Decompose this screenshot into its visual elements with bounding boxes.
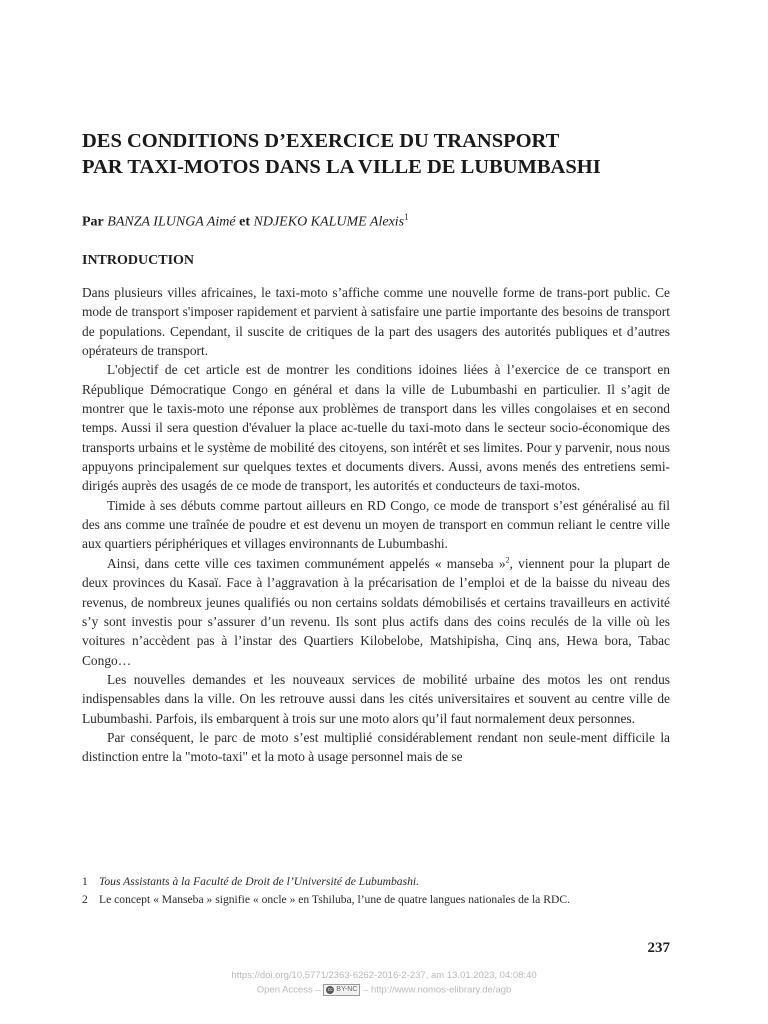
paragraph-3: Timide à ses débuts comme partout ailleurs en RD Congo, ce mode de transport s’est généralisé au fil des ans comme une traînée de poudre et est devenu un moyen de transport en commun reliant le centre ville aux quartiers périphériques et villages environnants de Lubumbashi. <box>82 497 670 552</box>
title-line-2: PAR TAXI-MOTOS DANS LA VILLE DE LUBUMBASHI <box>82 156 601 178</box>
title-line-1: DES CONDITIONS D’EXERCICE DU TRANSPORT <box>82 130 560 152</box>
article-body <box>82 283 670 767</box>
author-1: BANZA ILUNGA Aimé <box>107 214 236 230</box>
footnote-number: 2 <box>82 893 88 906</box>
doi-link[interactable]: https://doi.org/10.5771/2363-6262-2016-2-237, am 13.01.2023, 04:08:40 <box>231 970 537 981</box>
footnote-ref-1[interactable]: 1 <box>404 212 409 222</box>
footnote-text: Tous Assistants à la Faculté de Droit de l’Université de Lubumbashi. <box>99 875 420 888</box>
license-label: BY-NC <box>336 986 358 993</box>
page-number: 237 <box>647 940 670 956</box>
paragraph-4 <box>82 554 670 670</box>
footnote-separator <box>82 858 202 859</box>
paragraph-4-part-a: Ainsi, dans cette ville ces taximen communément appelés « manseba » <box>107 555 506 571</box>
open-access-label: Open Access – <box>256 984 321 996</box>
footnote-1 <box>82 874 670 890</box>
footnote-2 <box>82 892 670 908</box>
terms-link[interactable]: – http://www.nomos-elibrary.de/agb <box>363 984 512 996</box>
byline-prefix: Par <box>82 214 104 230</box>
byline-conjunction: et <box>239 214 251 230</box>
footnote-ref-2[interactable]: 2 <box>505 555 510 565</box>
article-title <box>82 128 702 180</box>
paragraph-4-part-b: , viennent pour la plupart de deux provinces du Kasaï. Face à l’aggravation à la précarisation de l’emploi et de la baisse du niveau des revenus, de nombreux jeunes qualifiés ou non certains soldats démobilisés et certains travailleurs en activité s’y sont investis pour s’assurer d’un revenu. Ils sont plus actifs dans des coins reculés de la ville où les voitures n’accèdent pas à l’instar des Quartiers Kilobelobe, Matshipisha, Cinq ans, Hewa bora, Tabac Congo… <box>82 555 670 668</box>
paragraph-2: L'objectif de cet article est de montrer les conditions idoines liées à l’exercice de ce transport en République Démocratique Congo en général et dans la ville de Lubumbashi en particulier. Il s’agit de montrer que le taxis-moto une réponse aux problèmes de transport dans les villes congolaises et en second temps. Aussi il sera question d'évaluer la place ac-tuelle du taxi-moto dans le secteur socio-économique des transports urbains et le système de mobilité des citoyens, son intérêt et ses limites. Pour y parvenir, nous nous appuyons principalement sur quelques textes et documents divers. Aussi, avons menés des entretiens semi- dirigés auprès des usagés de ce mode de transport, les autorités et conducteurs de taxi-motos. <box>82 362 670 494</box>
byline <box>82 208 682 232</box>
section-heading: INTRODUCTION <box>82 253 195 268</box>
paragraph-6: Par conséquent, le parc de moto s’est multiplié considérablement rendant non seule-ment difficile la distinction entre la "moto-taxi" et la moto à usage personnel mais de se <box>82 729 670 765</box>
watermark-doi-line <box>0 970 768 982</box>
footnote-text: Le concept « Manseba » signifie « oncle » en Tshiluba, l’une de quatre langues nationales de la RDC. <box>99 893 570 906</box>
cc-license-badge[interactable] <box>323 984 360 996</box>
watermark-access-line <box>0 984 768 997</box>
paragraph-1: Dans plusieurs villes africaines, le taxi-moto s’affiche comme une nouvelle forme de trans-port public. Ce mode de transport s'imposer rapidement et parvient à satisfaire une partie importante des besoins de transport de populations. Cependant, il suscite de critiques de la part des usagers des autorités publiques et d’autres opérateurs de transport. <box>82 285 670 359</box>
creative-commons-icon: cc <box>327 987 333 993</box>
footnote-number: 1 <box>82 875 88 888</box>
author-2: NDJEKO KALUME Alexis <box>253 214 405 230</box>
paragraph-5: Les nouvelles demandes et les nouveaux services de mobilité urbaine des motos les ont rendus indispensables dans la ville. On les retrouve aussi dans les cités universitaires et souvent au centre ville de Lubumbashi. Parfois, ils embarquent à trois sur une moto alors qu’il faut normalement deux personnes. <box>82 671 670 726</box>
